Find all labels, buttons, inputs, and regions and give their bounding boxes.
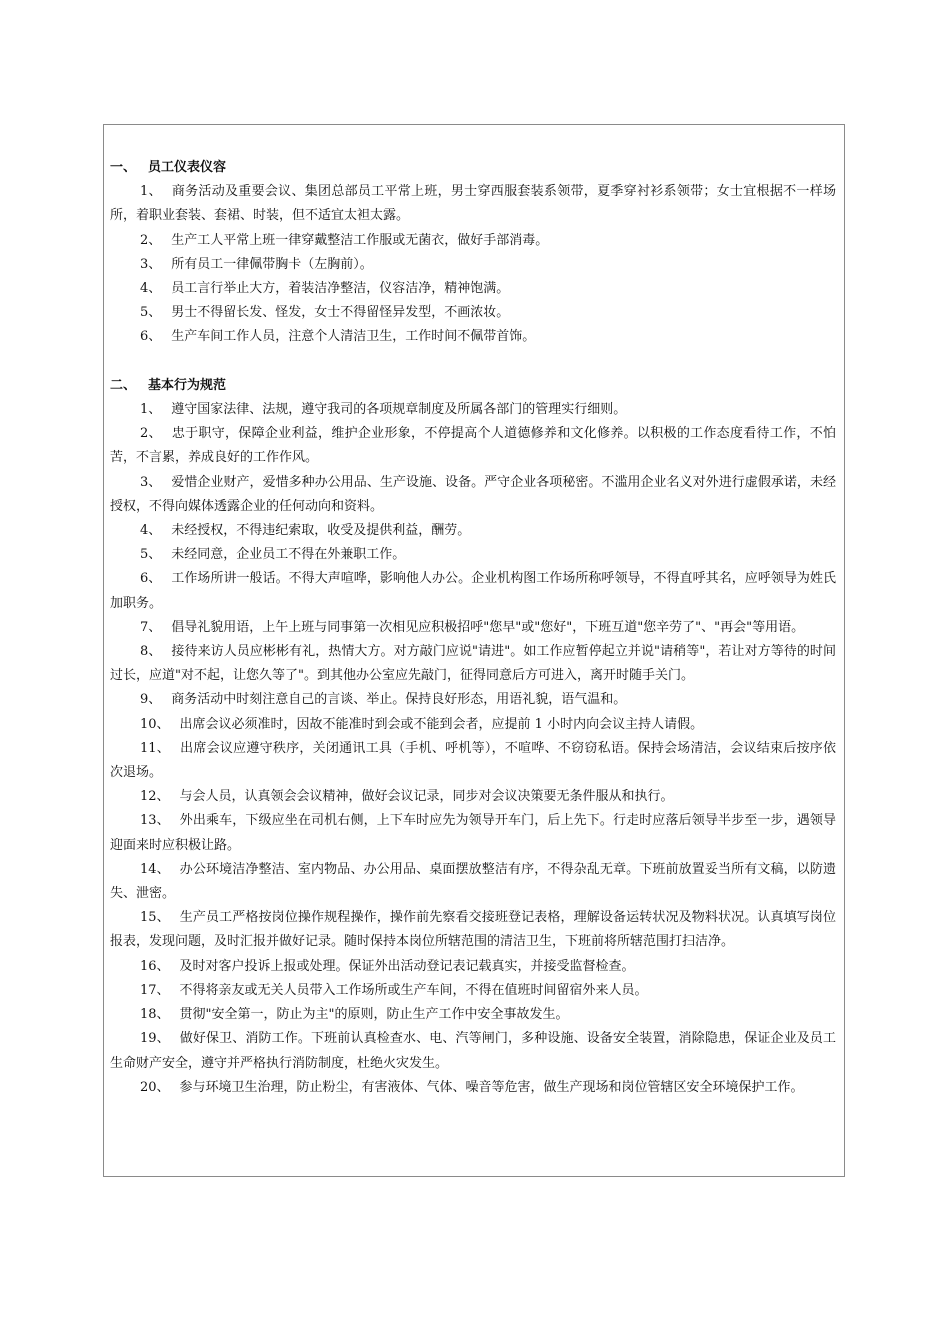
rule-number: 3、 [140, 256, 162, 272]
rule-number: 10、 [140, 716, 170, 732]
rule-text: 生产员工严格按岗位操作规程操作，操作前先察看交接班登记表格，理解设备运转状况及物料状况。认真填写岗位报表，发现问题，及时汇报并做好记录。随时保持本岗位所辖范围的清洁卫生，下班前将所辖范围打扫洁净。 [110, 910, 836, 950]
rule-number: 16、 [140, 958, 170, 974]
rule-text: 不得将亲友或无关人员带入工作场所或生产车间，不得在值班时间留宿外来人员。 [179, 982, 648, 998]
rule-item [110, 737, 836, 785]
document-body [110, 156, 836, 1100]
rule-item [110, 253, 836, 277]
rule-text: 做好保卫、消防工作。下班前认真检查水、电、汽等闸门，多种设施、设备安全装置，消除隐患，保证企业及员工生命财产安全，遵守并严格执行消防制度，杜绝火灾发生。 [110, 1031, 836, 1071]
rule-text: 男士不得留长发、怪发，女士不得留怪异发型，不画浓妆。 [171, 305, 510, 321]
rule-item [110, 979, 836, 1003]
rule-item [110, 301, 836, 325]
rule-number: 12、 [140, 789, 170, 805]
rule-item [110, 785, 836, 809]
rule-text: 爱惜企业财产，爱惜多种办公用品、生产设施、设备。严守企业各项秘密。不滥用企业名义对外进行虚假承诺，未经授权，不得向媒体透露企业的任何动向和资料。 [110, 474, 836, 514]
rule-item [110, 1003, 836, 1027]
rule-number: 2、 [140, 426, 162, 442]
section-title: 基本行为规范 [148, 377, 227, 393]
rule-item [110, 325, 836, 349]
rule-number: 15、 [140, 910, 170, 926]
rule-text: 及时对客户投诉上报或处理。保证外出活动登记表记载真实，并接受监督检查。 [179, 958, 635, 974]
rule-item [110, 1076, 836, 1100]
document-frame [103, 124, 845, 1177]
rule-number: 18、 [140, 1007, 170, 1023]
rule-number: 14、 [140, 861, 170, 877]
rule-number: 11、 [140, 740, 171, 756]
rule-number: 3、 [140, 474, 162, 490]
rule-item [110, 471, 836, 519]
rule-text: 遵守国家法律、法规，遵守我司的各项规章制度及所属各部门的管理实行细则。 [171, 402, 627, 418]
rule-text: 商务活动中时刻注意自己的言谈、举止。保持良好形态，用语礼貌，语气温和。 [171, 692, 627, 708]
rule-text: 生产车间工作人员，注意个人清洁卫生，工作时间不佩带首饰。 [171, 329, 536, 345]
section-heading [110, 374, 836, 398]
rule-text: 接待来访人员应彬彬有礼，热情大方。对方敲门应说"请进"。如工作应暂停起立并说"请稍等"，若让对方等待的时间过长，应道"对不起，让您久等了"。到其他办公室应先敲门，征得同意后方可进入，离开时随手关门。 [110, 644, 836, 684]
rule-item [110, 398, 836, 422]
rule-item [110, 519, 836, 543]
rule-text: 所有员工一律佩带胸卡（左胸前）。 [171, 256, 373, 272]
rule-text: 倡导礼貌用语，上午上班与同事第一次相见应积极招呼"您早"或"您好"，下班互道"您辛劳了"、"再会"等用语。 [171, 619, 805, 635]
rule-number: 1、 [140, 184, 162, 200]
rule-number: 4、 [140, 281, 162, 297]
rule-item [110, 422, 836, 470]
rule-text: 未经授权，不得违纪索取，收受及提供利益，酬劳。 [171, 523, 471, 539]
section-spacer [110, 350, 836, 374]
rule-text: 与会人员，认真领会会议精神，做好会议记录，同步对会议决策要无条件服从和执行。 [179, 789, 674, 805]
rule-text: 参与环境卫生治理，防止粉尘，有害液体、气体、噪音等危害，做生产现场和岗位管辖区安全环境保护工作。 [179, 1079, 804, 1095]
rule-item [110, 229, 836, 253]
rule-item [110, 640, 836, 688]
rule-text: 未经同意，企业员工不得在外兼职工作。 [171, 547, 406, 563]
rule-item [110, 616, 836, 640]
rule-number: 6、 [140, 329, 162, 345]
rule-number: 17、 [140, 982, 170, 998]
rule-item [110, 955, 836, 979]
rule-number: 9、 [140, 692, 162, 708]
rule-number: 5、 [140, 547, 162, 563]
rule-number: 7、 [140, 619, 162, 635]
rule-item [110, 713, 836, 737]
rule-text: 出席会议应遵守秩序，关闭通讯工具（手机、呼机等），不喧哗、不窃窃私语。保持会场清洁，会议结束后按序依次退场。 [110, 740, 836, 781]
rule-item [110, 543, 836, 567]
rule-item [110, 180, 836, 228]
rule-number: 6、 [140, 571, 162, 587]
section-number: 二、 [110, 377, 137, 393]
rule-item [110, 1027, 836, 1075]
rule-number: 2、 [140, 232, 162, 248]
rule-text: 商务活动及重要会议、集团总部员工平常上班，男士穿西服套装系领带，夏季穿衬衫系领带；女士宜根据不一样场所，着职业套装、套裙、时装，但不适宜太袒太露。 [110, 184, 836, 224]
rule-item [110, 567, 836, 615]
section-title: 员工仪表仪容 [148, 160, 227, 175]
rule-number: 19、 [140, 1031, 170, 1047]
rule-text: 员工言行举止大方，着装洁净整洁，仪容洁净，精神饱满。 [171, 281, 510, 297]
rule-item [110, 858, 836, 906]
section-number: 一、 [110, 160, 137, 175]
section-heading [110, 156, 836, 180]
rule-text: 工作场所讲一般话。不得大声喧哗，影响他人办公。企业机构图工作场所称呼领导，不得直呼其名，应呼领导为姓氏加职务。 [110, 571, 836, 611]
rule-item [110, 277, 836, 301]
rule-item [110, 809, 836, 857]
rule-text: 外出乘车，下级应坐在司机右侧，上下车时应先为领导开车门，后上先下。行走时应落后领导半步至一步，遇领导迎面来时应积极让路。 [110, 813, 836, 853]
rule-number: 8、 [140, 644, 162, 660]
rule-text: 出席会议必须准时，因故不能准时到会或不能到会者，应提前 1 小时内向会议主持人请假。 [179, 716, 704, 732]
rule-number: 5、 [140, 305, 162, 321]
rule-item [110, 906, 836, 954]
rule-number: 20、 [140, 1079, 170, 1095]
rule-item [110, 688, 836, 712]
rule-number: 13、 [140, 813, 170, 829]
rule-text: 忠于职守，保障企业利益，维护企业形象，不停提高个人道德修养和文化修养。以积极的工作态度看待工作，不怕苦，不言累，养成良好的工作作风。 [110, 426, 836, 466]
rule-text: 办公环境洁净整洁、室内物品、办公用品、桌面摆放整洁有序，不得杂乱无章。下班前放置妥当所有文稿，以防遗失、泄密。 [110, 861, 836, 902]
rule-number: 4、 [140, 523, 162, 539]
rule-number: 1、 [140, 402, 162, 418]
rule-text: 贯彻"安全第一，防止为主"的原则，防止生产工作中安全事故发生。 [179, 1007, 569, 1023]
rule-text: 生产工人平常上班一律穿戴整洁工作服或无菌衣，做好手部消毒。 [171, 232, 549, 248]
